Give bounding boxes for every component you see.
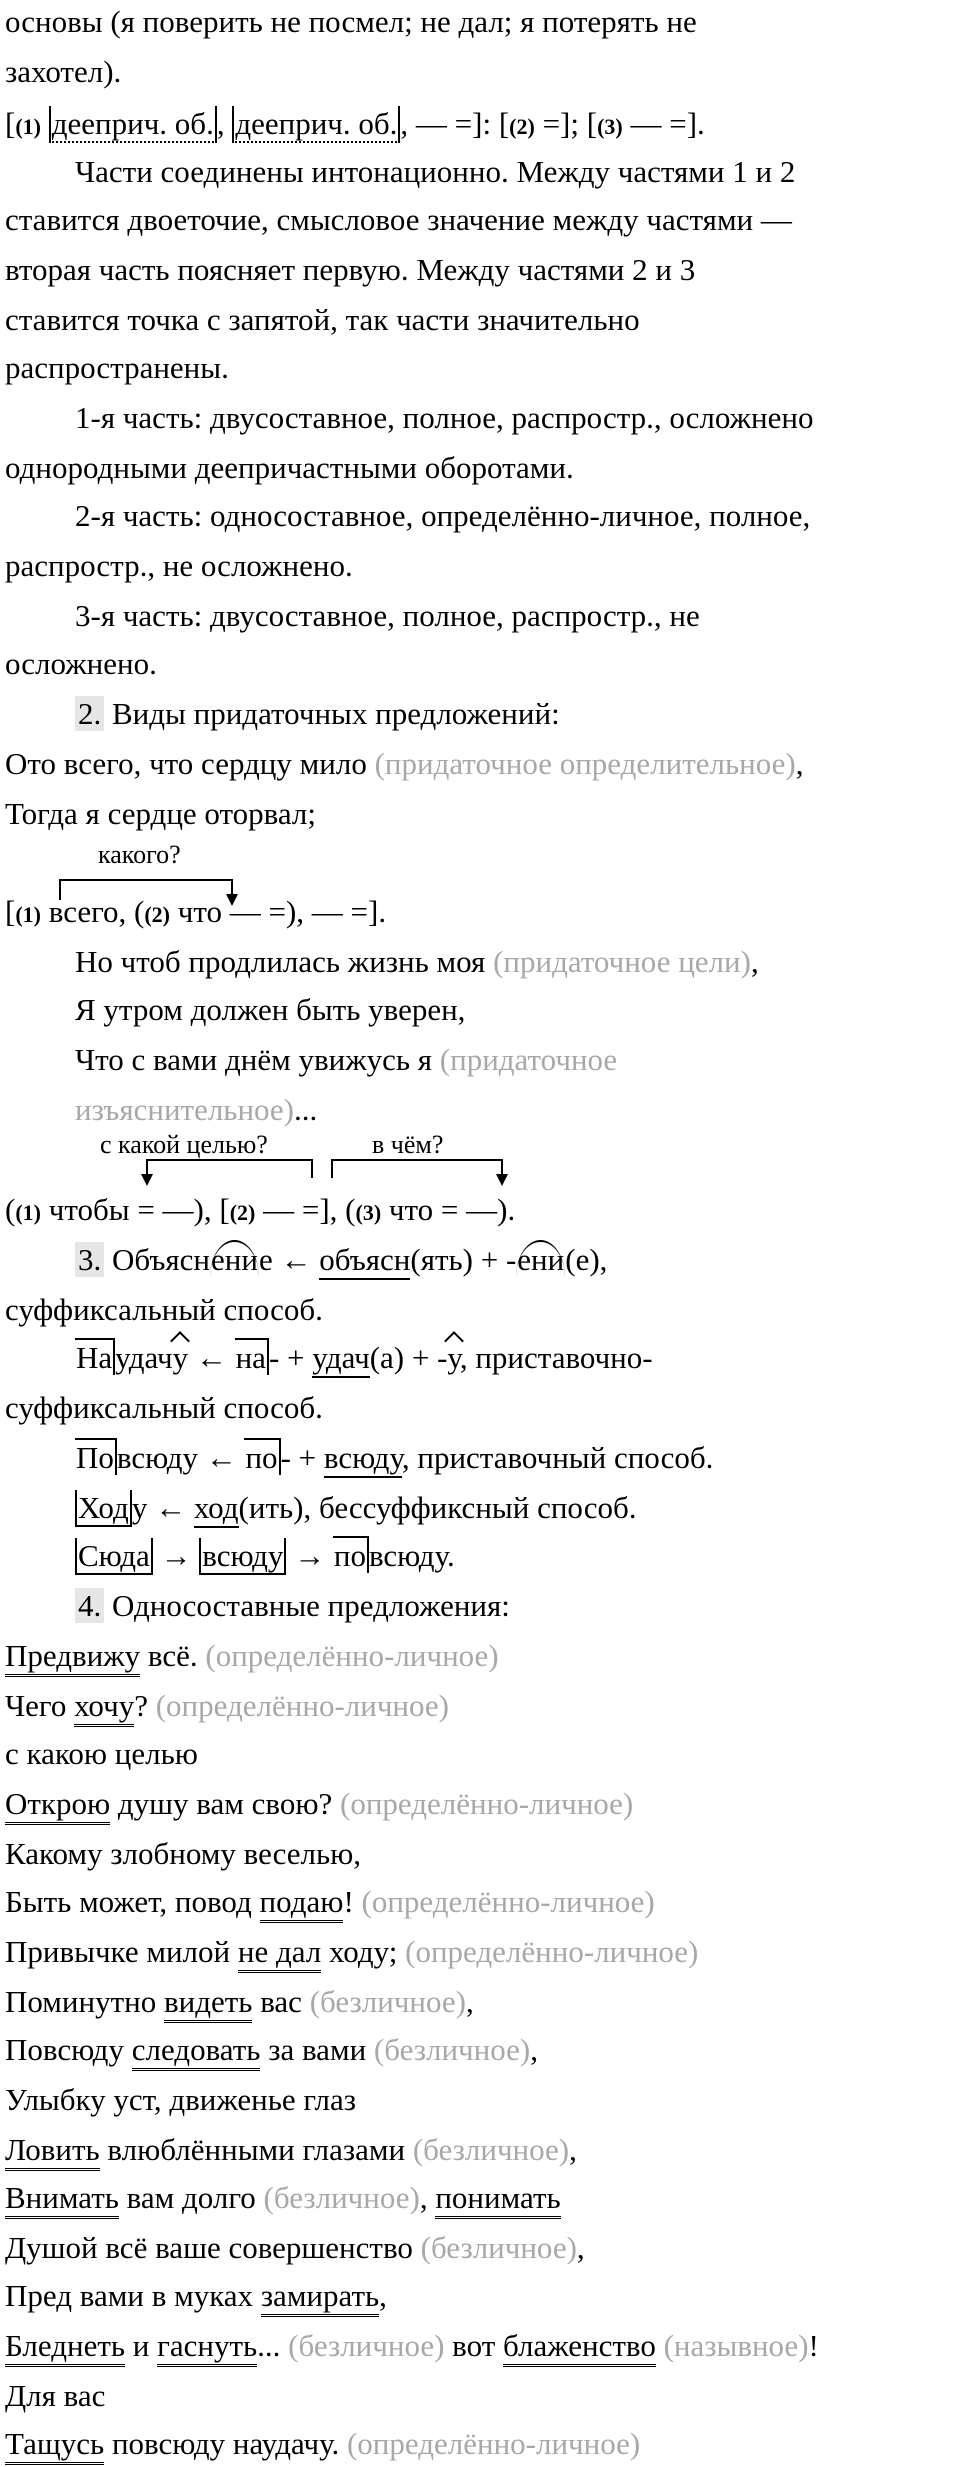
word-analysis: Наудачу ← на- + удач(а) + -у, приставочно- (75, 1338, 653, 1378)
prefix-mark: по (244, 1438, 280, 1475)
prefix-mark: На (75, 1338, 115, 1375)
text-line: захотел). (5, 54, 122, 89)
task-number: 3. (75, 1242, 104, 1277)
question-label: какого? (98, 840, 181, 869)
participle-phrase-box: деeприч. об. (232, 106, 400, 143)
word-analysis: 3. Объяснение ← объясн(ять) + -ени(е), (75, 1240, 607, 1280)
predicate: замирать (261, 2278, 379, 2317)
poem-line: Что с вами днём увижусь я (придаточное (75, 1042, 618, 1077)
poem-line: Повсюду следовать за вами (безличное), (5, 2030, 538, 2070)
task-heading: 2. Виды придаточных предложений: (75, 694, 560, 734)
predicate: понимать (435, 2180, 560, 2219)
question-arrow (147, 1160, 312, 1178)
text-line: вторая часть поясняет первую. Между частями 2 и 3 (5, 252, 696, 287)
text-line: 1-я часть: двусоставное, полное, распростр., осложнено (75, 400, 814, 435)
base-mark: удач (312, 1340, 369, 1378)
text-line: суффиксальный способ. (5, 1292, 323, 1327)
predicate: Внимать (5, 2180, 119, 2219)
base-mark: всюду (324, 1440, 402, 1478)
predicate: Предвижу (5, 1638, 140, 1677)
text-line: основы (я поверить не посмел; не дал; я потерять не (5, 4, 697, 39)
suffix-mark: у (172, 1340, 189, 1375)
poem-line: Но чтоб продлилась жизнь моя (придаточное цели), (75, 944, 759, 979)
suffix-mark: у (447, 1340, 460, 1375)
predicate: Ловить (5, 2132, 100, 2171)
question-arrow (332, 1160, 502, 1178)
predicate: Тащусь (5, 2426, 104, 2465)
arrow-head (141, 1174, 153, 1186)
predicate: следовать (132, 2032, 261, 2071)
word-analysis: Ходу ← ход(ить), бессуффиксный способ. (75, 1488, 636, 1528)
text-line: 2-я часть: односоставное, определённо-личное, полное, (75, 498, 811, 533)
suffix-mark: ени (517, 1242, 565, 1277)
prefix-mark: по (333, 1536, 369, 1573)
poem-line: Ловить влюблёнными глазами (безличное), (5, 2130, 577, 2170)
suffix-mark: ени (211, 1242, 258, 1277)
base-mark: всюду (199, 1538, 286, 1575)
poem-line: Привычке милой не дал ходу; (определённо-личное) (5, 1932, 698, 1972)
base-mark: Ход (75, 1490, 132, 1527)
predicate: Бледнеть (5, 2328, 125, 2367)
prefix-mark: По (75, 1438, 117, 1475)
text-line: суффиксальный способ. (5, 1390, 323, 1425)
poem-line: Улыбку уст, движенье глаз (5, 2082, 356, 2117)
poem-line: Ото всего, что сердцу мило (придаточное определительное), (5, 746, 804, 781)
task-heading: 4. Односоставные предложения: (75, 1586, 510, 1626)
predicate: блаженство (503, 2328, 656, 2367)
text-line: Части соединены интонационно. Между частями 1 и 2 (75, 154, 796, 189)
poem-line: с какою целью (5, 1736, 198, 1771)
participle-phrase-box: деeприч. об. (49, 106, 217, 143)
poem-line: Тащусь повсюду наудачу. (определённо-личное) (5, 2424, 640, 2464)
poem-line: Быть может, повод подаю! (определённо-личное) (5, 1882, 655, 1922)
word-analysis: Повсюду ← по- + всюду, приставочный способ. (75, 1438, 713, 1478)
predicate: гаснуть (157, 2328, 257, 2367)
base-mark: объясн (319, 1242, 410, 1280)
text-line: ставится точка с запятой, так части значительно (5, 302, 640, 337)
poem-line: Тогда я сердце оторвал; (5, 796, 316, 831)
sentence-scheme: ((1) чтобы = —), [(2) — =], ((3) что = —). (5, 1192, 516, 1227)
prefix-mark: на (235, 1338, 269, 1375)
text-line: осложнено. (5, 646, 157, 681)
text-line: распространены. (5, 350, 229, 385)
question-label: с какой целью? (100, 1130, 268, 1159)
sentence-scheme: [(1) всего, ((2) что — =), — =]. (5, 894, 387, 929)
poem-line: Поминутно видеть вас (безличное), (5, 1982, 474, 2022)
predicate: видеть (164, 1984, 252, 2023)
text-line: 3-я часть: двусоставное, полное, распростр., не (75, 598, 700, 633)
base-mark: ход (194, 1490, 239, 1528)
poem-line: Пред вами в муках замирать, (5, 2276, 387, 2316)
predicate: Открою (5, 1786, 110, 1825)
text-line: однородными деепричастными оборотами. (5, 450, 574, 485)
arrow-head (496, 1174, 508, 1186)
predicate: хочу (74, 1688, 134, 1727)
word-analysis: Сюда → всюду → повсюду. (75, 1536, 455, 1576)
poem-line: Я утром должен быть уверен, (75, 992, 466, 1027)
text-line: распростр., не осложнено. (5, 548, 353, 583)
poem-line: Предвижу всё. (определённо-личное) (5, 1636, 499, 1676)
poem-line: Чего хочу? (определённо-личное) (5, 1686, 449, 1726)
poem-line: изъяснительное)... (75, 1092, 318, 1127)
sentence-scheme: [(1) деeприч. об., деeприч. об., — =]: [(2) =]; [(3) — =]. (5, 106, 705, 141)
poem-line: Для вас (5, 2378, 106, 2413)
text-line: ставится двоеточие, смысловое значение между частями — (5, 202, 792, 237)
predicate: подаю (260, 1884, 344, 1923)
predicate: не дал (238, 1934, 321, 1973)
task-number: 4. (75, 1588, 104, 1623)
base-mark: Сюда (75, 1538, 153, 1575)
poem-line: Душой всё ваше совершенство (безличное), (5, 2230, 585, 2265)
poem-line: Какому злобному веселью, (5, 1836, 362, 1871)
task-number: 2. (75, 696, 104, 731)
poem-line: Открою душу вам свою? (определённо-личное) (5, 1784, 633, 1824)
poem-line: Бледнеть и гаснуть... (безличное) вот блаженство (назывное)! (5, 2326, 819, 2366)
poem-line: Внимать вам долго (безличное), понимать (5, 2178, 561, 2218)
question-label: в чём? (372, 1130, 444, 1159)
